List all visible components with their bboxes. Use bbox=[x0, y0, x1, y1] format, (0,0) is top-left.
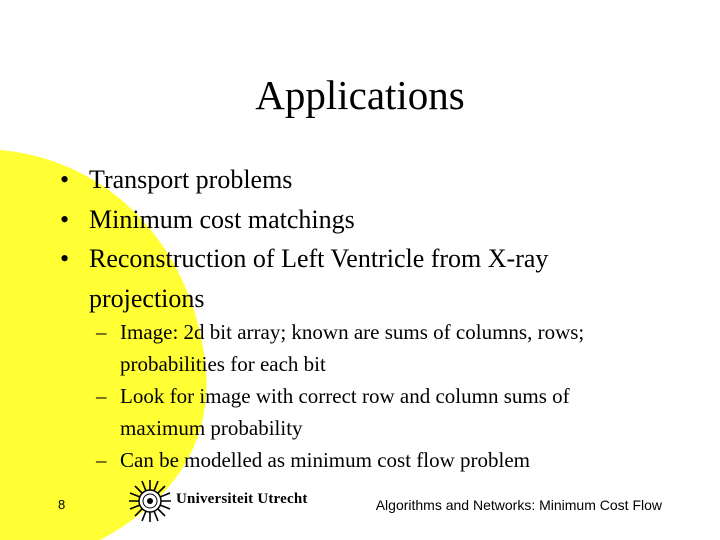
bullet-glyph: • bbox=[60, 204, 70, 234]
slide-title: Applications bbox=[255, 72, 465, 118]
university-logo bbox=[128, 478, 318, 524]
dash-glyph: – bbox=[96, 448, 107, 472]
dash-glyph: – bbox=[96, 384, 107, 408]
bullet-list bbox=[60, 160, 680, 318]
subbullet-text-line: Image: 2d bit array; known are sums of columns, rows; bbox=[120, 320, 585, 344]
dash-glyph: – bbox=[96, 320, 107, 344]
subbullet-list bbox=[96, 316, 696, 476]
subbullet-text-line: Can be modelled as minimum cost flow problem bbox=[120, 448, 531, 472]
bullet-item bbox=[60, 239, 680, 318]
bullet-item bbox=[60, 160, 680, 200]
bullet-item bbox=[60, 200, 680, 240]
subbullet-item bbox=[96, 444, 696, 476]
bullet-text-line: projections bbox=[89, 283, 205, 313]
subbullet-text-line: maximum probability bbox=[120, 416, 303, 440]
subbullet-text-line: probabilities for each bit bbox=[120, 352, 326, 376]
page-number: 8 bbox=[58, 497, 66, 512]
bullet-glyph: • bbox=[60, 244, 70, 273]
bullet-text: Transport problems bbox=[89, 165, 293, 194]
subbullet-text-line: Look for image with correct row and column sums of bbox=[120, 384, 570, 408]
course-title: Algorithms and Networks: Minimum Cost Flow bbox=[375, 497, 662, 513]
subbullet-item bbox=[96, 316, 696, 380]
bullet-text-line: Reconstruction of Left Ventricle from X-ray bbox=[89, 244, 549, 273]
bullet-text: Minimum cost matchings bbox=[89, 204, 355, 234]
subbullet-item bbox=[96, 380, 696, 444]
logo-text: Universiteit Utrecht bbox=[176, 491, 308, 507]
bullet-glyph: • bbox=[60, 165, 70, 194]
sun-seal-icon bbox=[128, 479, 172, 523]
